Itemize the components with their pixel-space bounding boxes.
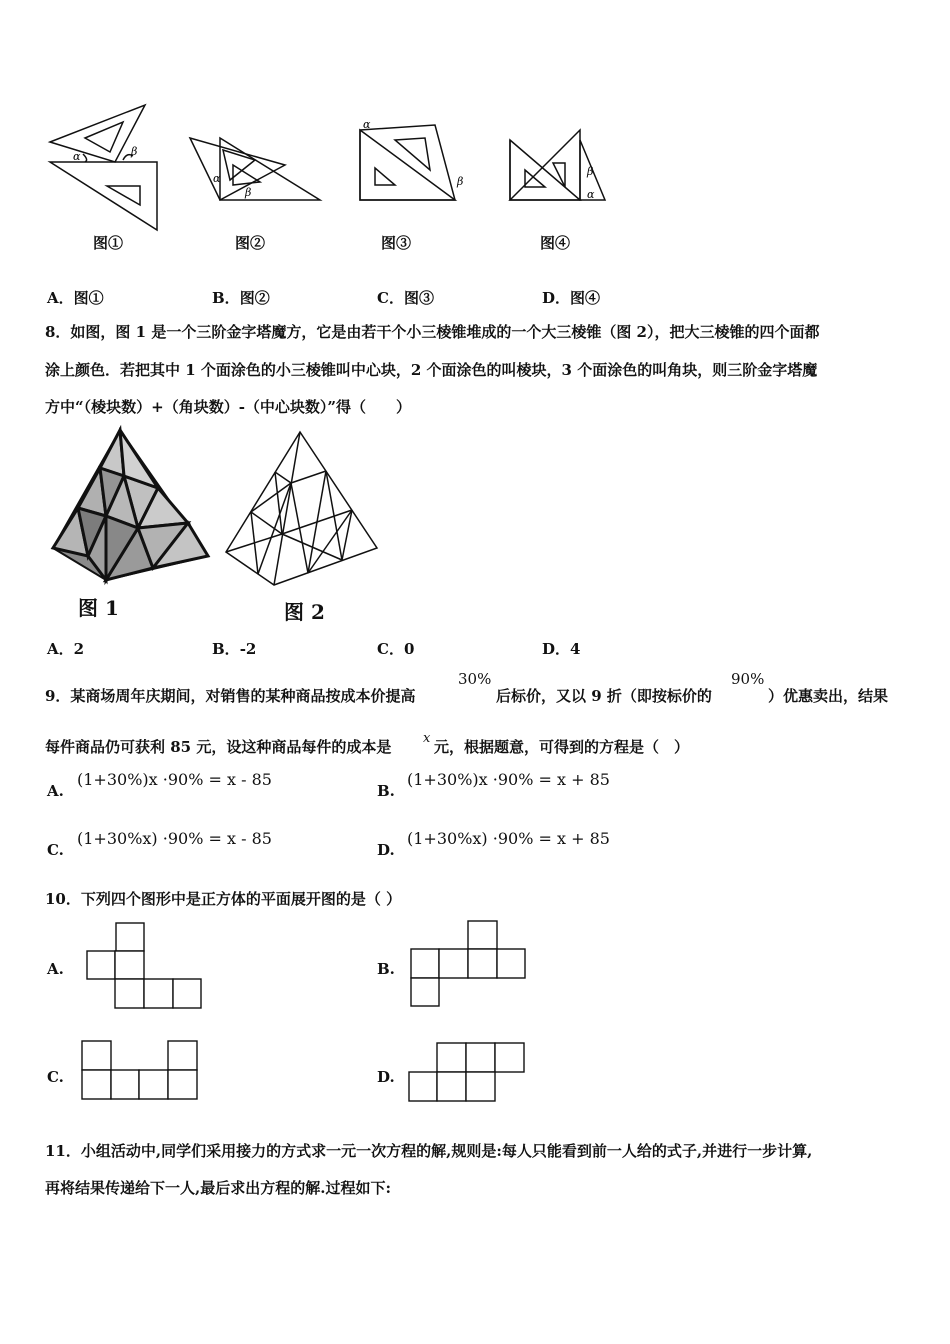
q7-option-c-text: 图③ xyxy=(403,289,434,307)
q8-figure-1-pyramid xyxy=(48,428,213,583)
q7-fig4-beta: β xyxy=(587,165,594,178)
q8-line-2: 涂上颜色．若把其中 1 个面涂色的小三棱锥叫中心块，2 个面涂色的叫棱块，3 个面涂色的叫角块，则三阶金字塔魔 xyxy=(45,361,818,379)
q8-option-a-text: 2 xyxy=(73,640,85,658)
q8-option-b[interactable] xyxy=(212,638,256,659)
q7-option-b-text: 图② xyxy=(239,289,270,307)
q8-option-c-letter: C． xyxy=(377,640,404,658)
q9-line-2b: 元，根据题意，可得到的方程是（ ） xyxy=(434,738,690,756)
q7-option-d-text: 图④ xyxy=(570,289,601,307)
q7-fig4-alpha: α xyxy=(587,188,595,201)
q7-fig4-caption: 图④ xyxy=(540,234,571,252)
q7-option-d-letter: D． xyxy=(542,289,571,307)
q11-line-1: 11．小组活动中,同学们采用接力的方式求一元一次方程的解,规则是:每人只能看到前一人给的式子,并进行一步计算, xyxy=(45,1142,813,1160)
q7-fig3-alpha: α xyxy=(363,118,371,131)
q7-figure-2 xyxy=(185,130,325,205)
q7-fig2-caption: 图② xyxy=(235,234,266,252)
q9-option-b-letter: B. xyxy=(377,782,395,800)
q9-option-a-letter: A. xyxy=(47,782,64,800)
q9-line-1b: 后标价，又以 9 折（即按标价的 xyxy=(496,687,712,705)
q7-fig2-beta: β xyxy=(245,186,252,199)
q10-option-d-letter: D. xyxy=(377,1068,395,1086)
q7-option-a[interactable] xyxy=(47,287,104,308)
q7-fig1-beta: β xyxy=(131,145,138,158)
q8-option-d-letter: D． xyxy=(542,640,571,658)
q9-line-2a: 每件商品仍可获利 85 元，设这种商品每件的成本是 xyxy=(45,738,392,756)
q7-option-b[interactable] xyxy=(212,287,270,308)
q7-option-c[interactable] xyxy=(377,287,434,308)
q9-line-1c: ）优惠卖出，结果 xyxy=(768,687,889,705)
q8-option-b-letter: B． xyxy=(212,640,240,658)
q7-fig3-beta: β xyxy=(457,175,464,188)
q10-option-a-letter: A. xyxy=(47,960,64,978)
q8-option-a-letter: A． xyxy=(47,640,74,658)
q8-option-b-text: -2 xyxy=(239,640,257,658)
q7-option-c-letter: C． xyxy=(377,289,404,307)
q9-line-1a: 9．某商场周年庆期间，对销售的某种商品按成本价提高 xyxy=(45,687,416,705)
q8-line-1: 8．如图，图 1 是一个三阶金字塔魔方，它是由若干个小三棱锥堆成的一个大三棱锥（图 2），把大三棱锥的四个面都 xyxy=(45,323,820,341)
q8-fig2-caption: 图 2 xyxy=(284,600,325,624)
q8-figure-2-pyramid xyxy=(222,430,382,588)
q7-fig1-caption: 图① xyxy=(93,234,124,252)
q8-option-d[interactable] xyxy=(542,638,580,659)
q9-option-d-letter: D. xyxy=(377,841,395,859)
q9-option-d-formula: (1+30%x) ·90% = x + 85 xyxy=(407,829,610,848)
q8-fig1-caption: 图 1 xyxy=(78,596,119,620)
q7-figure-3 xyxy=(355,120,475,205)
q7-option-a-letter: A． xyxy=(47,289,74,307)
q10-option-c-net[interactable] xyxy=(81,1040,201,1102)
q10-option-c-letter: C. xyxy=(47,1068,64,1086)
q7-fig3-caption: 图③ xyxy=(381,234,412,252)
q7-option-b-letter: B． xyxy=(212,289,240,307)
q10-option-b-letter: B. xyxy=(377,960,395,978)
q9-option-b-formula: (1+30%)x ·90% = x + 85 xyxy=(407,770,610,789)
q7-option-a-text: 图① xyxy=(73,289,104,307)
q7-figure-4 xyxy=(505,125,615,205)
q9-pct-90: 90% xyxy=(731,670,765,688)
q9-pct-30: 30% xyxy=(458,670,492,688)
q9-option-c-letter: C. xyxy=(47,841,64,859)
q7-fig2-alpha: α xyxy=(213,172,221,185)
q8-option-a[interactable] xyxy=(47,638,84,659)
q8-option-d-text: 4 xyxy=(570,640,581,658)
q10-option-a-net[interactable] xyxy=(86,922,204,1010)
q7-fig1-alpha: α xyxy=(73,150,81,163)
q10-option-b-net[interactable] xyxy=(410,920,528,1008)
q7-option-d[interactable] xyxy=(542,287,600,308)
q10-option-d-net[interactable] xyxy=(408,1042,528,1104)
q9-option-a-formula: (1+30%)x ·90% = x - 85 xyxy=(77,770,272,789)
q8-line-3: 方中“（棱块数）+（角块数）-（中心块数）”得（ ） xyxy=(45,398,412,416)
q9-option-c-formula: (1+30%x) ·90% = x - 85 xyxy=(77,829,272,848)
q8-option-c[interactable] xyxy=(377,638,414,659)
q8-option-c-text: 0 xyxy=(403,640,415,658)
q9-var-x: x xyxy=(423,731,431,746)
q10-stem: 10．下列四个图形中是正方体的平面展开图的是（ ） xyxy=(45,890,402,908)
q7-figure-1 xyxy=(45,100,165,235)
q11-line-2: 再将结果传递给下一人,最后求出方程的解.过程如下: xyxy=(45,1179,391,1197)
